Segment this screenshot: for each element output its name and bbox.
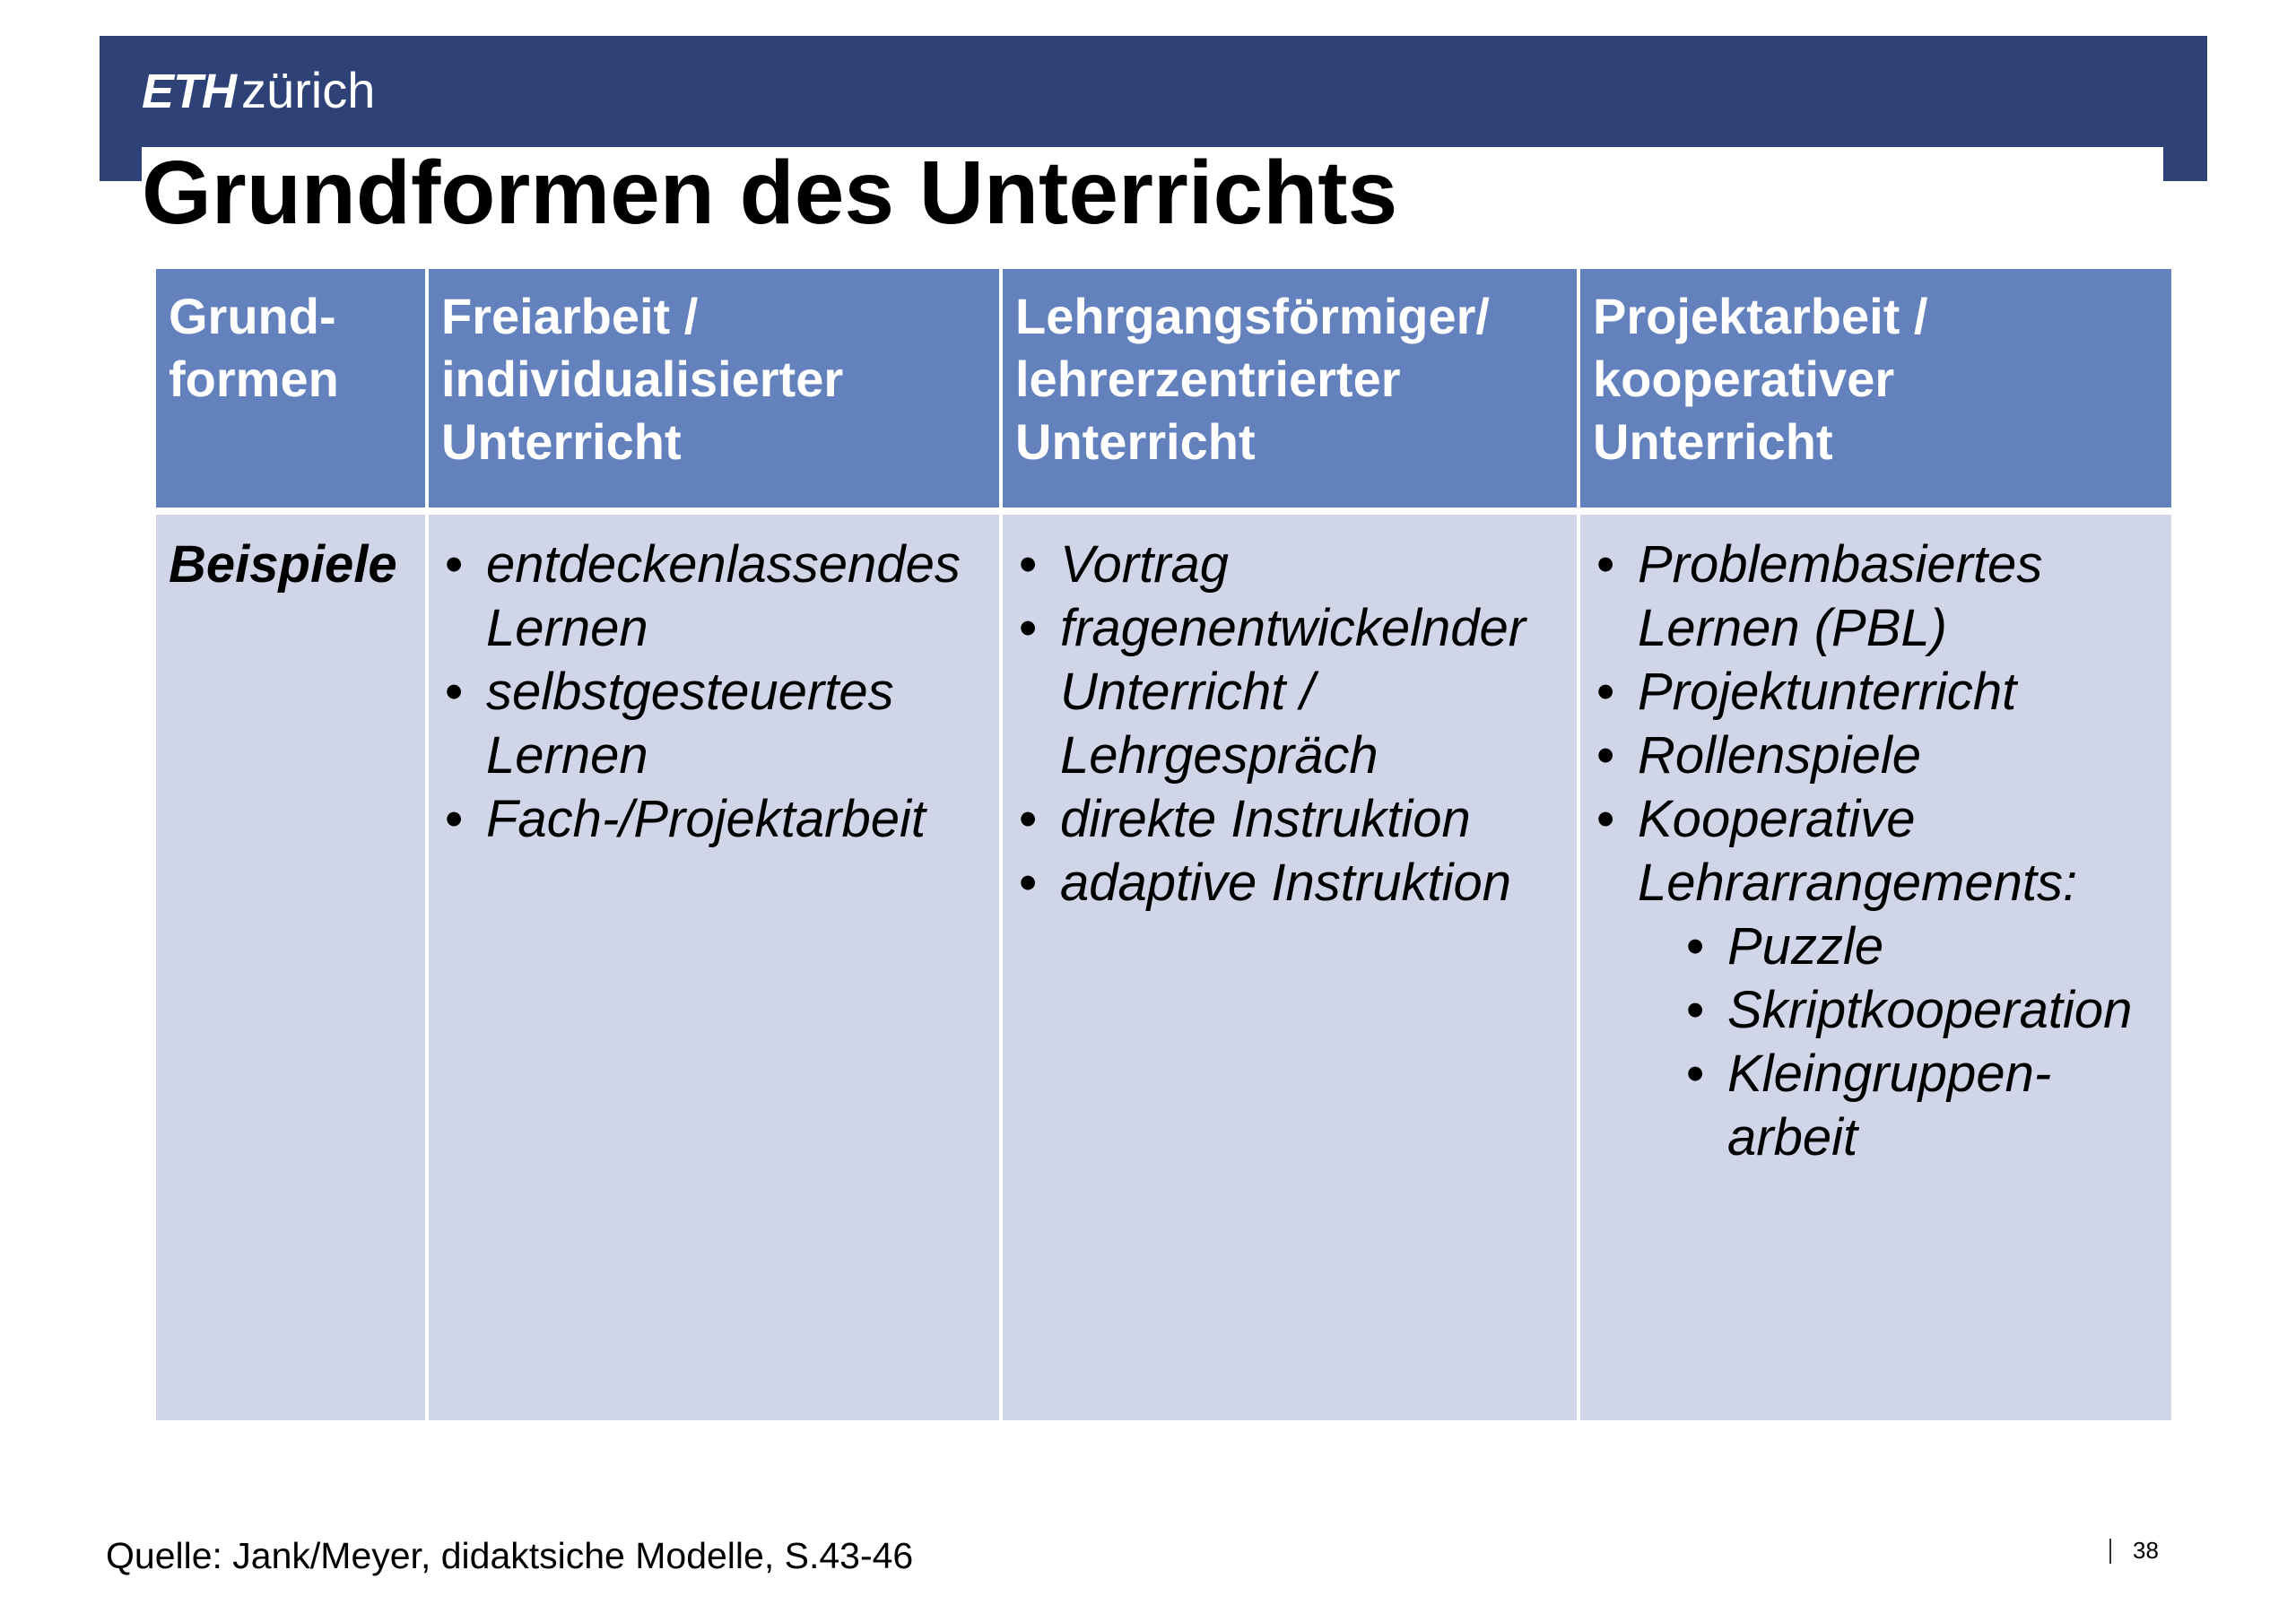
sub-list-item: • Puzzle [1683,915,2159,978]
comparison-table [152,269,2175,1420]
list-freiarbeit [441,533,987,851]
list-projektarbeit [1593,533,2159,1169]
list-item: • Rollenspiele [1593,724,2159,787]
cell-projektarbeit-examples [1580,515,2171,1420]
header-projektarbeit: Projektarbeit / kooperativer Unterricht [1580,269,2171,507]
list-item [1593,787,2159,1169]
list-item: • Vortrag [1015,533,1564,596]
sub-list-item: • Kleingruppen- arbeit [1683,1042,2159,1169]
logo-zurich: zürich [241,62,376,118]
cell-freiarbeit-examples [429,515,999,1420]
sublist-lehrarrangements [1638,915,2159,1169]
cell-lehrgang-examples [1003,515,1577,1420]
list-item: • selbstgesteuertes Lernen [441,660,987,787]
page-title: Grundformen des Unterrichts [142,143,1398,243]
header-grundformen: Grund- formen [156,269,425,507]
logo-eth: ETH [142,65,236,118]
row-label-beispiele: Beispiele [156,515,425,1420]
table-row [156,515,2171,1420]
list-item: • Fach-/Projektarbeit [441,787,987,851]
page-separator [2109,1539,2111,1564]
list-item: • Projektunterricht [1593,660,2159,724]
list-item: • entdeckenlassendes Lernen [441,533,987,660]
header-freiarbeit: Freiarbeit / individualisierter Unterricht [429,269,999,507]
page-number-value: 38 [2133,1537,2159,1564]
list-item-label: Kooperative Lehrarrangements: [1638,790,2078,912]
list-item: • direkte Instruktion [1015,787,1564,851]
source-citation: Quelle: Jank/Meyer, didaktsiche Modelle, S.43-46 [106,1535,914,1576]
header-lehrgang: Lehrgangsförmiger/ lehrerzentrierter Unterricht [1003,269,1577,507]
list-item: • adaptive Instruktion [1015,851,1564,915]
table-header-row [156,269,2171,507]
eth-logo [142,61,375,124]
list-lehrgang [1015,533,1564,915]
page-number [2109,1537,2159,1565]
list-item: • fragenentwickelnder Unterricht / Lehrgespräch [1015,596,1564,787]
sub-list-item: • Skriptkooperation [1683,978,2159,1042]
list-item: • Problembasiertes Lernen (PBL) [1593,533,2159,660]
